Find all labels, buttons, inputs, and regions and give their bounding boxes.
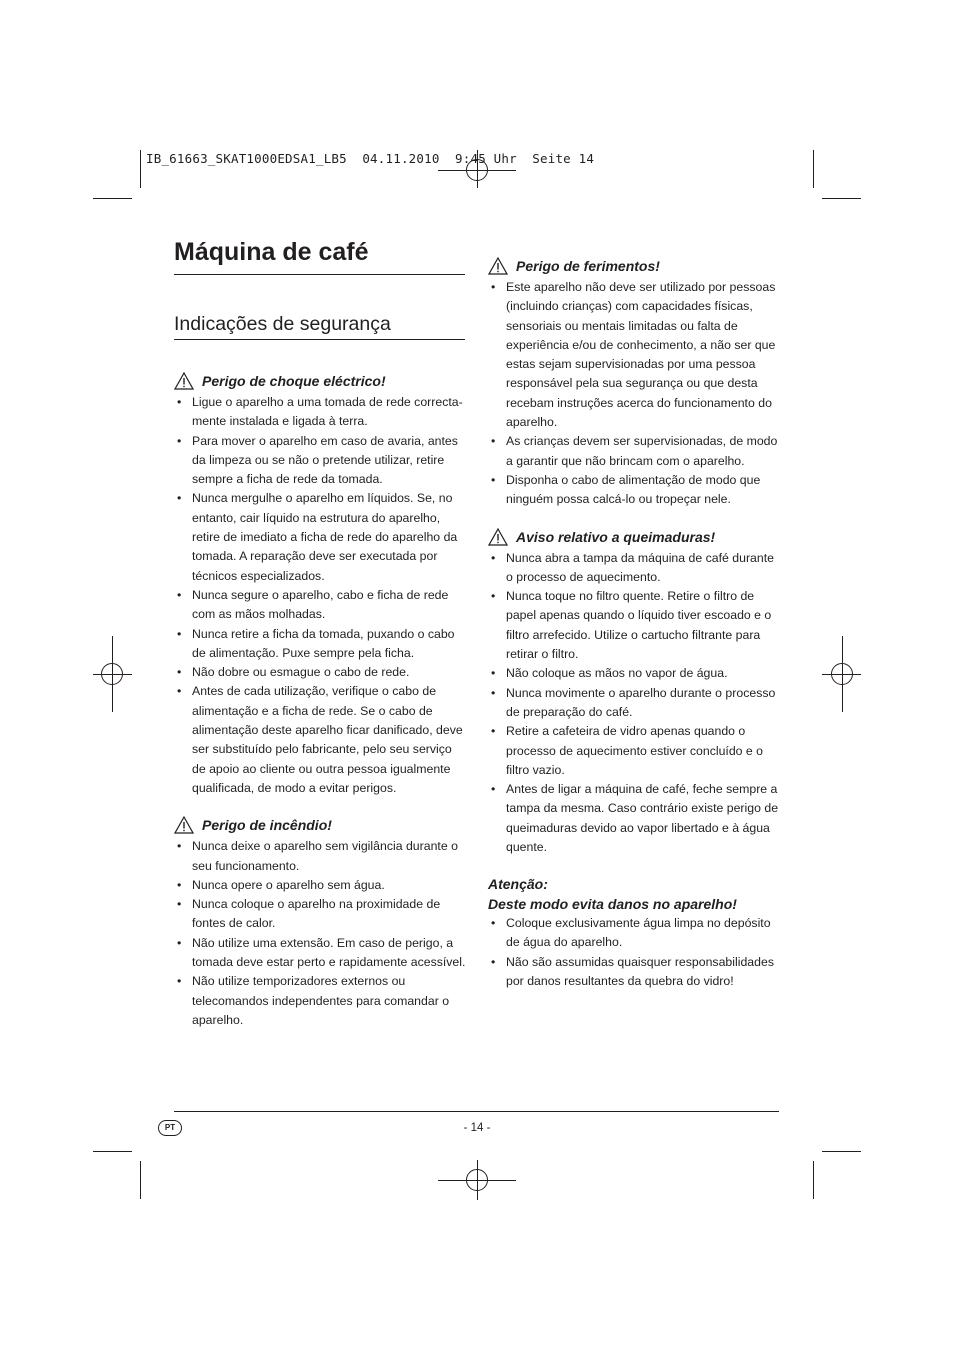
list-item: • Não utilize uma extensão. Em caso de perigo, a tomada deve estar perto e rapidamente acessível. [174,934,466,973]
list-item: • Ligue o aparelho a uma tomada de rede correcta-mente instalada e ligada à terra. [174,393,466,432]
title-divider [174,274,465,275]
burn-section [488,528,780,858]
fire-section [174,816,466,1030]
page-title: Máquina de café [174,238,369,266]
list-item: • Nunca coloque o aparelho na proximidade de fontes de calor. [174,895,466,934]
print-slug: IB_61663_SKAT1000EDSA1_LB5 04.11.2010 9:45 Uhr Seite 14 [146,151,595,166]
footer-divider [174,1111,779,1112]
section-heading-text: Perigo de incêndio! [202,817,332,834]
section-heading [488,257,780,275]
list-item: • Retire a cafeteira de vidro apenas quando o processo de aquecimento estiver concluído e o filtro vazio. [488,722,780,780]
bullet-list [488,914,780,991]
crop-mark [140,150,141,188]
list-item: • Antes de ligar a máquina de café, feche sempre a tampa da mesma. Caso contrário existe perigo de queimaduras devido ao vapor libertado e à água quente. [488,780,780,857]
crop-mark [813,1161,814,1199]
list-item: • Não utilize temporizadores externos ou telecomandos independentes para comandar o aparelho. [174,972,466,1030]
section-heading [174,816,466,834]
crop-mark [93,198,132,199]
language-badge: PT [158,1120,182,1136]
list-item: • Nunca toque no filtro quente. Retire o filtro de papel apenas quando o líquido tiver escoado e o filtro arrefecido. Utilize o cartucho filtrante para retirar o filtro. [488,587,780,664]
crop-mark [822,198,861,199]
crop-mark [140,1161,141,1199]
list-item: • Antes de cada utilização, verifique o cabo de alimentação e a ficha de rede. Se o cabo de alimentação deste aparelho ficar danificado, deve ser substituído pelo fabricante, pelo seu serviço de apoio ao cliente ou outra pessoa igualmente qualificada, de modo a evitar perigos. [174,682,466,798]
section-heading-text: Perigo de ferimentos! [516,258,660,274]
attention-section [488,875,780,991]
list-item: • Não coloque as mãos no vapor de água. [488,664,780,683]
section-heading-text: Aviso relativo a queimaduras! [516,528,716,545]
warning-triangle-icon [174,816,194,834]
attention-label: Atenção: [488,876,548,893]
list-item: • Coloque exclusivamente água limpa no depósito de água do aparelho. [488,914,780,953]
section-title: Indicações de segurança [174,313,391,335]
section-divider [174,339,465,340]
list-item: • Nunca mergulhe o aparelho em líquidos. Se, no entanto, cair líquido na estrutura do aparelho, retire de imediato a ficha de rede do aparelho da tomada. A reparação deve ser executada por técnicos especializados. [174,489,466,585]
section-heading [174,372,466,390]
bullet-list [174,837,466,1030]
list-item: • Nunca opere o aparelho sem água. [174,876,466,895]
bullet-list [174,393,466,798]
injury-section [488,257,780,510]
list-item: • Não dobre ou esmague o cabo de rede. [174,663,466,682]
crop-mark [93,1151,132,1152]
section-heading-text: Perigo de choque eléctrico! [202,373,386,389]
crop-mark [813,150,814,188]
attention-heading: Deste modo evita danos no aparelho! [488,895,737,912]
section-heading [488,528,780,546]
crop-mark [822,1151,861,1152]
right-column [488,257,780,1009]
list-item: • Nunca movimente o aparelho durante o processo de preparação do café. [488,684,780,723]
page-number: - 14 - [463,1122,491,1134]
left-column [174,372,466,1048]
bullet-list [488,549,780,858]
list-item: • Este aparelho não deve ser utilizado por pessoas (incluindo crianças) com capacidades físicas, sensoriais ou mentais limitadas ou falta de experiência e/ou de conhecimento, a não ser que estas sejam supervisionadas por uma pessoa responsável pela sua segurança ou que desta recebam instruções acerca do funcionamento do aparelho. [488,278,780,432]
list-item: • Disponha o cabo de alimentação de modo que ninguém possa calcá-lo ou tropeçar nele. [488,471,780,510]
warning-triangle-icon [488,528,508,546]
list-item: • Nunca abra a tampa da máquina de café durante o processo de aquecimento. [488,549,780,588]
electric-shock-section [174,372,466,798]
bullet-list [488,278,780,510]
list-item: • Não são assumidas quaisquer responsabilidades por danos resultantes da quebra do vidro! [488,953,780,992]
list-item: • Nunca deixe o aparelho sem vigilância durante o seu funcionamento. [174,837,466,876]
warning-triangle-icon [174,372,194,390]
list-item: • Para mover o aparelho em caso de avaria, antes da limpeza ou se não o pretende utilizar, retire sempre a ficha de rede da tomada. [174,432,466,490]
list-item: • Nunca segure o aparelho, cabo e ficha de rede com as mãos molhadas. [174,586,466,625]
list-item: • As crianças devem ser supervisionadas, de modo a garantir que não brincam com o aparelho. [488,432,780,471]
list-item: • Nunca retire a ficha da tomada, puxando o cabo de alimentação. Puxe sempre pela ficha. [174,625,466,664]
warning-triangle-icon [488,257,508,275]
